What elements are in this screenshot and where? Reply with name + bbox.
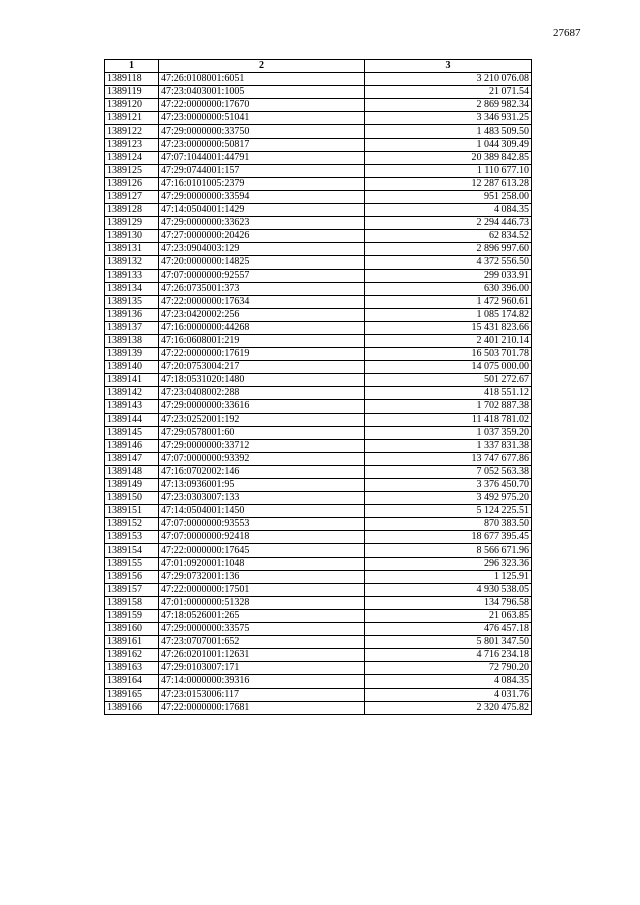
- row-number-cell: 1389129: [105, 217, 159, 230]
- table-row: [105, 164, 532, 177]
- cadastral-number-cell: 47:16:0000000:44268: [159, 321, 365, 334]
- row-number-cell: 1389127: [105, 190, 159, 203]
- cadastral-number-cell: 47:23:0000000:50817: [159, 138, 365, 151]
- row-number-cell: 1389149: [105, 479, 159, 492]
- row-number-cell: 1389151: [105, 505, 159, 518]
- row-number-cell: 1389124: [105, 151, 159, 164]
- value-cell: 2 294 446.73: [365, 217, 532, 230]
- cadastral-number-cell: 47:29:0000000:33750: [159, 125, 365, 138]
- table-row: [105, 688, 532, 701]
- cadastral-number-cell: 47:26:0201001:12631: [159, 649, 365, 662]
- value-cell: 476 457.18: [365, 623, 532, 636]
- cadastral-number-cell: 47:29:0103007:171: [159, 662, 365, 675]
- value-cell: 3 210 076.08: [365, 73, 532, 86]
- data-table: [104, 59, 532, 715]
- value-cell: 3 376 450.70: [365, 479, 532, 492]
- value-cell: 5 124 225.51: [365, 505, 532, 518]
- row-number-cell: 1389125: [105, 164, 159, 177]
- row-number-cell: 1389135: [105, 295, 159, 308]
- value-cell: 1 702 887.38: [365, 400, 532, 413]
- row-number-cell: 1389160: [105, 623, 159, 636]
- table-row: [105, 361, 532, 374]
- cadastral-number-cell: 47:23:0420002:256: [159, 308, 365, 321]
- table-row: [105, 177, 532, 190]
- cadastral-number-cell: 47:27:0000000:20426: [159, 230, 365, 243]
- cadastral-number-cell: 47:07:0000000:93553: [159, 518, 365, 531]
- row-number-cell: 1389133: [105, 269, 159, 282]
- table-row: [105, 230, 532, 243]
- table-row: [105, 492, 532, 505]
- row-number-cell: 1389145: [105, 426, 159, 439]
- table-row: [105, 334, 532, 347]
- row-number-cell: 1389136: [105, 308, 159, 321]
- page-number: 27687: [553, 27, 581, 39]
- value-cell: 2 896 997.60: [365, 243, 532, 256]
- table-row: [105, 439, 532, 452]
- value-cell: 299 033.91: [365, 269, 532, 282]
- row-number-cell: 1389130: [105, 230, 159, 243]
- row-number-cell: 1389163: [105, 662, 159, 675]
- header-col-3: 3: [365, 60, 532, 73]
- table-row: [105, 321, 532, 334]
- table-body: [105, 73, 532, 715]
- table-row: [105, 269, 532, 282]
- table-row: [105, 217, 532, 230]
- cadastral-number-cell: 47:20:0000000:14825: [159, 256, 365, 269]
- cadastral-number-cell: 47:23:0000000:51041: [159, 112, 365, 125]
- cadastral-number-cell: 47:23:0403001:1005: [159, 86, 365, 99]
- value-cell: 4 716 234.18: [365, 649, 532, 662]
- table-row: [105, 465, 532, 478]
- table-row: [105, 400, 532, 413]
- value-cell: 630 396.00: [365, 282, 532, 295]
- value-cell: 134 796.58: [365, 596, 532, 609]
- table-row: [105, 675, 532, 688]
- value-cell: 2 869 982.34: [365, 99, 532, 112]
- value-cell: 1 110 677.10: [365, 164, 532, 177]
- cadastral-number-cell: 47:22:0000000:17681: [159, 701, 365, 714]
- value-cell: 13 747 677.86: [365, 452, 532, 465]
- row-number-cell: 1389139: [105, 348, 159, 361]
- row-number-cell: 1389162: [105, 649, 159, 662]
- value-cell: 62 834.52: [365, 230, 532, 243]
- cadastral-number-cell: 47:18:0526001:265: [159, 609, 365, 622]
- table-row: [105, 86, 532, 99]
- table-row: [105, 151, 532, 164]
- value-cell: 21 063.85: [365, 609, 532, 622]
- cadastral-number-cell: 47:22:0000000:17634: [159, 295, 365, 308]
- value-cell: 4 084.35: [365, 675, 532, 688]
- value-cell: 4 930 538.05: [365, 583, 532, 596]
- row-number-cell: 1389166: [105, 701, 159, 714]
- cadastral-number-cell: 47:16:0702002:146: [159, 465, 365, 478]
- cadastral-number-cell: 47:18:0531020:1480: [159, 374, 365, 387]
- row-number-cell: 1389148: [105, 465, 159, 478]
- value-cell: 72 790.20: [365, 662, 532, 675]
- cadastral-number-cell: 47:29:0000000:33575: [159, 623, 365, 636]
- table-row: [105, 387, 532, 400]
- row-number-cell: 1389122: [105, 125, 159, 138]
- table-row: [105, 583, 532, 596]
- table-row: [105, 452, 532, 465]
- cadastral-number-cell: 47:26:0735001:373: [159, 282, 365, 295]
- value-cell: 20 389 842.85: [365, 151, 532, 164]
- table-row: [105, 112, 532, 125]
- value-cell: 16 503 701.78: [365, 348, 532, 361]
- table-row: [105, 204, 532, 217]
- table-row: [105, 374, 532, 387]
- value-cell: 870 383.50: [365, 518, 532, 531]
- value-cell: 14 075 000.00: [365, 361, 532, 374]
- table-row: [105, 479, 532, 492]
- row-number-cell: 1389141: [105, 374, 159, 387]
- cadastral-number-cell: 47:29:0000000:33623: [159, 217, 365, 230]
- row-number-cell: 1389123: [105, 138, 159, 151]
- cadastral-number-cell: 47:29:0000000:33594: [159, 190, 365, 203]
- value-cell: 1 085 174.82: [365, 308, 532, 321]
- row-number-cell: 1389132: [105, 256, 159, 269]
- row-number-cell: 1389154: [105, 544, 159, 557]
- value-cell: 1 337 831.38: [365, 439, 532, 452]
- row-number-cell: 1389134: [105, 282, 159, 295]
- row-number-cell: 1389161: [105, 636, 159, 649]
- value-cell: 1 044 309.49: [365, 138, 532, 151]
- value-cell: 3 346 931.25: [365, 112, 532, 125]
- cadastral-number-cell: 47:20:0753004:217: [159, 361, 365, 374]
- cadastral-number-cell: 47:13:0936001:95: [159, 479, 365, 492]
- table-row: [105, 636, 532, 649]
- value-cell: 12 287 613.28: [365, 177, 532, 190]
- value-cell: 2 320 475.82: [365, 701, 532, 714]
- table-row: [105, 413, 532, 426]
- cadastral-number-cell: 47:29:0000000:33712: [159, 439, 365, 452]
- row-number-cell: 1389144: [105, 413, 159, 426]
- cadastral-number-cell: 47:23:0408002:288: [159, 387, 365, 400]
- cadastral-number-cell: 47:29:0000000:33616: [159, 400, 365, 413]
- value-cell: 21 071.54: [365, 86, 532, 99]
- value-cell: 3 492 975.20: [365, 492, 532, 505]
- table-header-row: [105, 60, 532, 73]
- table-row: [105, 295, 532, 308]
- row-number-cell: 1389157: [105, 583, 159, 596]
- row-number-cell: 1389150: [105, 492, 159, 505]
- row-number-cell: 1389142: [105, 387, 159, 400]
- row-number-cell: 1389118: [105, 73, 159, 86]
- table-row: [105, 662, 532, 675]
- row-number-cell: 1389153: [105, 531, 159, 544]
- row-number-cell: 1389131: [105, 243, 159, 256]
- value-cell: 11 418 781.02: [365, 413, 532, 426]
- row-number-cell: 1389121: [105, 112, 159, 125]
- table-row: [105, 570, 532, 583]
- row-number-cell: 1389140: [105, 361, 159, 374]
- cadastral-number-cell: 47:07:0000000:92418: [159, 531, 365, 544]
- value-cell: 1 125.91: [365, 570, 532, 583]
- value-cell: 5 801 347.50: [365, 636, 532, 649]
- cadastral-number-cell: 47:14:0504001:1429: [159, 204, 365, 217]
- value-cell: 1 483 509.50: [365, 125, 532, 138]
- cadastral-number-cell: 47:22:0000000:17670: [159, 99, 365, 112]
- table-row: [105, 518, 532, 531]
- cadastral-number-cell: 47:16:0608001:219: [159, 334, 365, 347]
- table-row: [105, 348, 532, 361]
- cadastral-number-cell: 47:23:0707001:652: [159, 636, 365, 649]
- table-row: [105, 557, 532, 570]
- row-number-cell: 1389146: [105, 439, 159, 452]
- table-row: [105, 426, 532, 439]
- header-col-2: 2: [159, 60, 365, 73]
- cadastral-number-cell: 47:22:0000000:17619: [159, 348, 365, 361]
- cadastral-number-cell: 47:26:0108001:6051: [159, 73, 365, 86]
- table-row: [105, 649, 532, 662]
- table-row: [105, 138, 532, 151]
- row-number-cell: 1389159: [105, 609, 159, 622]
- table-row: [105, 190, 532, 203]
- cadastral-number-cell: 47:23:0303007:133: [159, 492, 365, 505]
- value-cell: 418 551.12: [365, 387, 532, 400]
- row-number-cell: 1389119: [105, 86, 159, 99]
- table-row: [105, 596, 532, 609]
- cadastral-number-cell: 47:29:0578001:60: [159, 426, 365, 439]
- cadastral-number-cell: 47:14:0504001:1450: [159, 505, 365, 518]
- table-row: [105, 73, 532, 86]
- value-cell: 4 084.35: [365, 204, 532, 217]
- table-row: [105, 243, 532, 256]
- value-cell: 18 677 395.45: [365, 531, 532, 544]
- value-cell: 7 052 563.38: [365, 465, 532, 478]
- table-row: [105, 531, 532, 544]
- cadastral-number-cell: 47:07:0000000:93392: [159, 452, 365, 465]
- row-number-cell: 1389143: [105, 400, 159, 413]
- value-cell: 4 372 556.50: [365, 256, 532, 269]
- table-row: [105, 505, 532, 518]
- value-cell: 4 031.76: [365, 688, 532, 701]
- value-cell: 2 401 210.14: [365, 334, 532, 347]
- value-cell: 501 272.67: [365, 374, 532, 387]
- table-header: [105, 60, 532, 73]
- cadastral-number-cell: 47:22:0000000:17645: [159, 544, 365, 557]
- value-cell: 1 037 359.20: [365, 426, 532, 439]
- cadastral-number-cell: 47:23:0153006:117: [159, 688, 365, 701]
- cadastral-number-cell: 47:01:0000000:51328: [159, 596, 365, 609]
- row-number-cell: 1389158: [105, 596, 159, 609]
- value-cell: 951 258.00: [365, 190, 532, 203]
- cadastral-number-cell: 47:01:0920001:1048: [159, 557, 365, 570]
- row-number-cell: 1389156: [105, 570, 159, 583]
- table-row: [105, 99, 532, 112]
- row-number-cell: 1389120: [105, 99, 159, 112]
- table-row: [105, 544, 532, 557]
- cadastral-number-cell: 47:07:1044001:44791: [159, 151, 365, 164]
- cadastral-number-cell: 47:07:0000000:92557: [159, 269, 365, 282]
- table-row: [105, 609, 532, 622]
- cadastral-number-cell: 47:29:0732001:136: [159, 570, 365, 583]
- value-cell: 296 323.36: [365, 557, 532, 570]
- cadastral-number-cell: 47:29:0744001:157: [159, 164, 365, 177]
- cadastral-number-cell: 47:23:0252001:192: [159, 413, 365, 426]
- cadastral-number-cell: 47:14:0000000:39316: [159, 675, 365, 688]
- row-number-cell: 1389137: [105, 321, 159, 334]
- cadastral-number-cell: 47:23:0904003:129: [159, 243, 365, 256]
- table-row: [105, 256, 532, 269]
- row-number-cell: 1389164: [105, 675, 159, 688]
- value-cell: 1 472 960.61: [365, 295, 532, 308]
- row-number-cell: 1389152: [105, 518, 159, 531]
- value-cell: 15 431 823.66: [365, 321, 532, 334]
- row-number-cell: 1389126: [105, 177, 159, 190]
- row-number-cell: 1389128: [105, 204, 159, 217]
- row-number-cell: 1389147: [105, 452, 159, 465]
- header-col-1: 1: [105, 60, 159, 73]
- row-number-cell: 1389138: [105, 334, 159, 347]
- cadastral-number-cell: 47:16:0101005:2379: [159, 177, 365, 190]
- table-row: [105, 701, 532, 714]
- table-row: [105, 308, 532, 321]
- table-row: [105, 623, 532, 636]
- table-row: [105, 125, 532, 138]
- table-row: [105, 282, 532, 295]
- value-cell: 8 566 671.96: [365, 544, 532, 557]
- row-number-cell: 1389165: [105, 688, 159, 701]
- row-number-cell: 1389155: [105, 557, 159, 570]
- cadastral-number-cell: 47:22:0000000:17501: [159, 583, 365, 596]
